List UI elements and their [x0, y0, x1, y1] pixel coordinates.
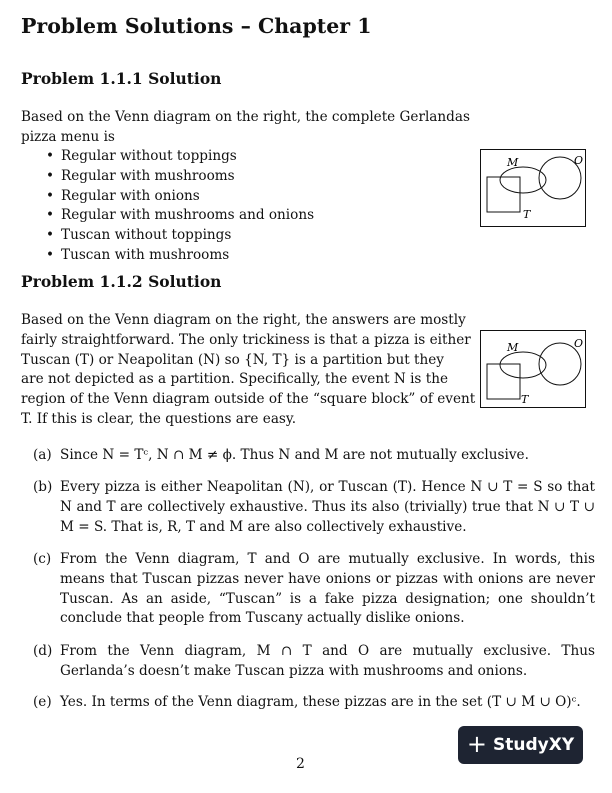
answer-c [33, 550, 595, 629]
problem-1-1-1-intro: Based on the Venn diagram on the right, the complete Gerlandas pizza menu is [21, 109, 470, 145]
list-item: • Regular with onions [46, 187, 456, 207]
list-item: • Regular without toppings [46, 147, 456, 167]
answer-text: Yes. In terms of the Venn diagram, these pizzas are in the set (T ∪ M ∪ O)ᶜ. [60, 694, 581, 710]
problem-1-1-2-heading: Problem 1.1.2 Solution [21, 272, 222, 291]
answer-label: (e) [33, 694, 52, 710]
pizza-menu-list [46, 147, 456, 266]
venn-label-o: O [574, 337, 584, 350]
answer-text: From the Venn diagram, M ∩ T and O are mutually exclusive. Thus Gerlanda’s doesn’t make Tuscan pizza with mushrooms and onions. [60, 643, 595, 679]
intro-line: region of the Venn diagram outside of the “square block” of event [21, 391, 476, 408]
answer-text: Since N = Tᶜ, N ∩ M ≠ ϕ. Thus N and M are not mutually exclusive. [60, 447, 529, 463]
answer-b [33, 478, 595, 537]
answer-e [33, 693, 595, 713]
answer-label: (c) [33, 551, 52, 567]
venn-diagram-2 [480, 330, 586, 408]
studyxy-badge[interactable] [458, 726, 583, 764]
venn-frame [481, 331, 586, 408]
answer-a [33, 446, 595, 466]
plus-icon: + [466, 730, 487, 758]
venn-label-m: M [507, 156, 519, 169]
list-item: • Tuscan with mushrooms [46, 246, 456, 266]
answer-text: From the Venn diagram, T and O are mutually exclusive. In words, this means that Tuscan pizzas never have onions or pizzas with onions are never Tuscan. As an aside, “Tuscan” is a fake pizza designation; one shouldn’t conclude that people from Tuscany actually dislike onions. [60, 551, 595, 627]
page-title: Problem Solutions – Chapter 1 [21, 14, 372, 38]
venn-label-t: T [523, 208, 531, 221]
answer-label: (d) [33, 643, 53, 659]
page-number: 2 [296, 756, 305, 772]
problem-1-1-1-heading: Problem 1.1.1 Solution [21, 69, 222, 88]
venn-frame [481, 150, 586, 227]
list-item: • Regular with mushrooms [46, 167, 456, 187]
list-item: • Regular with mushrooms and onions [46, 206, 456, 226]
tuscan-square [487, 364, 520, 399]
answer-d [33, 642, 595, 682]
answer-text: Every pizza is either Neapolitan (N), or Tuscan (T). Hence N ∪ T = S so that N and T are collectively exhaustive. Thus its also (trivially) true that N ∪ T ∪ M = S. That is, R, T and M are also collectively exhaustive. [60, 479, 595, 535]
venn-label-m: M [507, 341, 519, 354]
venn-label-o: O [574, 154, 584, 167]
intro-line: T. If this is clear, the questions are easy. [21, 410, 297, 427]
problem-1-1-2-intro [21, 311, 481, 430]
answer-label: (a) [33, 447, 52, 463]
intro-line: Based on the Venn diagram on the right, the answers are mostly [21, 312, 466, 328]
intro-line: are not depicted as a partition. Specifically, the event N is the [21, 371, 448, 388]
venn-diagram-1 [480, 149, 586, 227]
brand-name: StudyXY [492, 735, 575, 755]
answer-label: (b) [33, 479, 53, 495]
intro-line: Tuscan (T) or Neapolitan (N) so {N, T} is a partition but they [21, 351, 444, 368]
venn-label-t: T [521, 393, 529, 406]
intro-line: fairly straightforward. The only trickiness is that a pizza is either [21, 331, 471, 348]
tuscan-square [487, 177, 520, 212]
list-item: • Tuscan without toppings [46, 226, 456, 246]
